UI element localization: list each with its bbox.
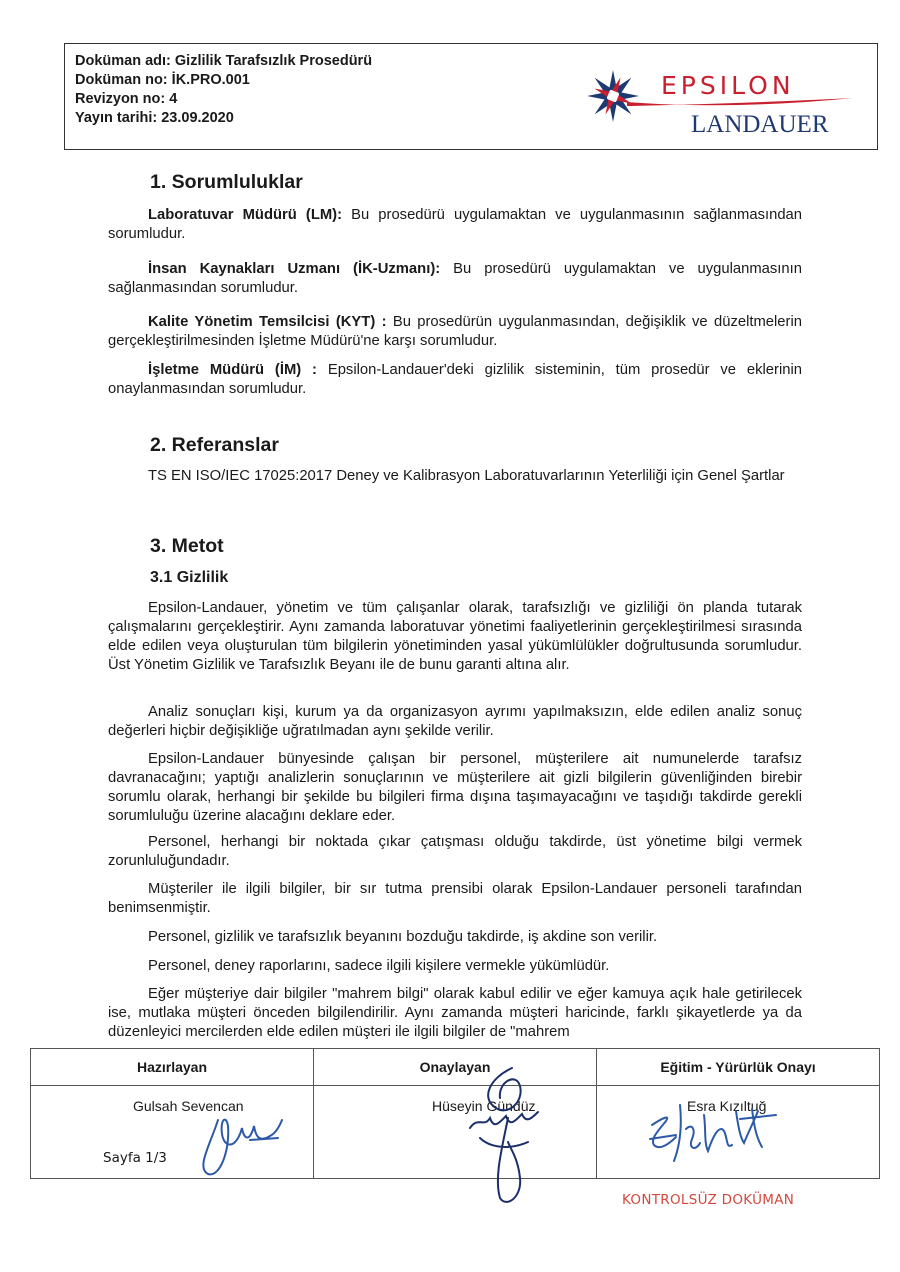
- document-number: Doküman no: İK.PRO.001: [75, 72, 250, 88]
- section-3-title: 3. Metot: [150, 535, 224, 557]
- document-header: [64, 43, 878, 150]
- method-paragraph: Eğer müşteriye dair bilgiler "mahrem bilgi" olarak kabul edilir ve eğer kamuya açık hale getirilecek ise, mutlaka müşteri önceden bilgilendirilir. Aynı zamanda müşteri haricinde, farklı şikayetlerde ya da düzenleyici mercilerden elde edilen müşteri ile ilgili bilgiler de "mahrem: [108, 986, 802, 1040]
- role-label: İnsan Kaynakları Uzmanı (İK-Uzmanı):: [148, 261, 441, 277]
- document-name: Doküman adı: Gizlilik Tarafsızlık Prosedürü: [75, 53, 373, 69]
- role-text: Bu prosedürü uygulamaktan ve uygulanmasının sağlanmasından sorumludur.: [108, 207, 803, 242]
- document-meta: [75, 52, 372, 128]
- training-approval-header: Eğitim - Yürürlük Onayı: [597, 1049, 880, 1086]
- role-label: İşletme Müdürü (İM) :: [148, 362, 317, 378]
- approval-header-row: [31, 1049, 880, 1086]
- method-paragraph: Personel, deney raporlarını, sadece ilgili kişilere vermekle yükümlüdür.: [148, 958, 610, 974]
- role-label: Kalite Yönetim Temsilcisi (KYT) :: [148, 314, 387, 330]
- role-label: Laboratuvar Müdürü (LM):: [148, 207, 343, 223]
- svg-text:EPSILON: EPSILON: [661, 71, 795, 100]
- method-paragraph: Personel, herhangi bir noktada çıkar çatışması olduğu takdirde, üst yönetime bilgi vermek zorunluluğundadır.: [108, 834, 802, 869]
- method-paragraph: Personel, gizlilik ve tarafsızlık beyanını bozduğu takdirde, iş akdine son verilir.: [148, 929, 658, 945]
- references-text: TS EN ISO/IEC 17025:2017 Deney ve Kalibrasyon Laboratuvarlarının Yeterliliği için Genel Şartlar: [148, 468, 785, 484]
- responsibility-im: [108, 361, 802, 399]
- publish-date: Yayın tarihi: 23.09.2020: [75, 110, 234, 126]
- responsibility-kyt: [108, 313, 802, 351]
- section-2-title: 2. Referanslar: [150, 434, 279, 456]
- uncontrolled-document-stamp: KONTROLSÜZ DOKÜMAN: [622, 1192, 795, 1208]
- method-paragraph: Epsilon-Landauer bünyesinde çalışan bir personel, müşterilere ait numunelerde tarafsız davranacağını; yaptığı analizlerin sonuçlarının ve müşterilere ait gizli bilgilerin güvenliğinden birebir sorumlu olarak, herhangi bir şekilde bu bilgileri firma dışına taşımayacağını ve taşıdığı takdirde gerekli sorumluluğu üzerine alacağını deklare eder.: [108, 751, 802, 824]
- role-text: Bu prosedürün uygulanmasından, değişiklik ve düzeltmelerin gerçekleştirilmesinden İşletme Müdürü'ne karşı sorumludur.: [108, 314, 802, 349]
- responsibility-lm: [108, 206, 802, 244]
- prepared-by-header: Hazırlayan: [31, 1049, 314, 1086]
- section-3-1-title: 3.1 Gizlilik: [150, 569, 229, 586]
- page-number: Sayfa 1/3: [103, 1150, 167, 1166]
- section-1-title: 1. Sorumluluklar: [150, 171, 303, 193]
- revision-number: Revizyon no: 4: [75, 91, 178, 107]
- approval-signature-row: [31, 1086, 880, 1179]
- approver-name: Hüseyin Gündüz: [432, 1098, 536, 1114]
- role-text: Epsilon-Landauer'deki gizlilik sisteminin, tüm prosedür ve eklerinin onaylanmasından sorumludur.: [108, 362, 802, 397]
- responsibility-hr: [108, 260, 802, 298]
- starburst-icon: [587, 70, 639, 122]
- svg-text:LANDAUER: LANDAUER: [691, 111, 829, 138]
- method-paragraph: Analiz sonuçları kişi, kurum ya da organizasyon ayrımı yapılmaksızın, elde edilen analiz sonuç değerleri hiçbir değişikliğe uğratılmadan aynı şekilde verilir.: [108, 704, 802, 739]
- preparer-name: Gulsah Sevencan: [133, 1098, 244, 1114]
- method-paragraph: Müşteriler ile ilgili bilgiler, bir sır tutma prensibi olarak Epsilon-Landauer personeli tarafından benimsenmiştir.: [108, 881, 802, 916]
- method-paragraph: Epsilon-Landauer, yönetim ve tüm çalışanlar olarak, tarafsızlığı ve gizliliği ön planda tutarak çalışmalarını gerçekleştirir. Aynı zamanda laboratuvar yönetimi faaliyetlerinin gerçekleştirilmesi sırasında elde edilen veya oluşturulan tüm bilgilerin yönetiminden yasal yükümlülükler doğrultusunda sorumludur. Üst Yönetim Gizlilik ve Tarafsızlık Beyanı ile de bunu garanti altına alır.: [108, 600, 802, 673]
- epsilon-landauer-logo: [583, 54, 873, 144]
- training-approver-name: Esra Kızıltuğ: [687, 1098, 767, 1114]
- role-text: Bu prosedürü uygulamaktan ve uygulanmasının sağlanmasından sorumludur.: [108, 261, 802, 296]
- approval-table: [30, 1048, 880, 1179]
- approved-by-header: Onaylayan: [314, 1049, 597, 1086]
